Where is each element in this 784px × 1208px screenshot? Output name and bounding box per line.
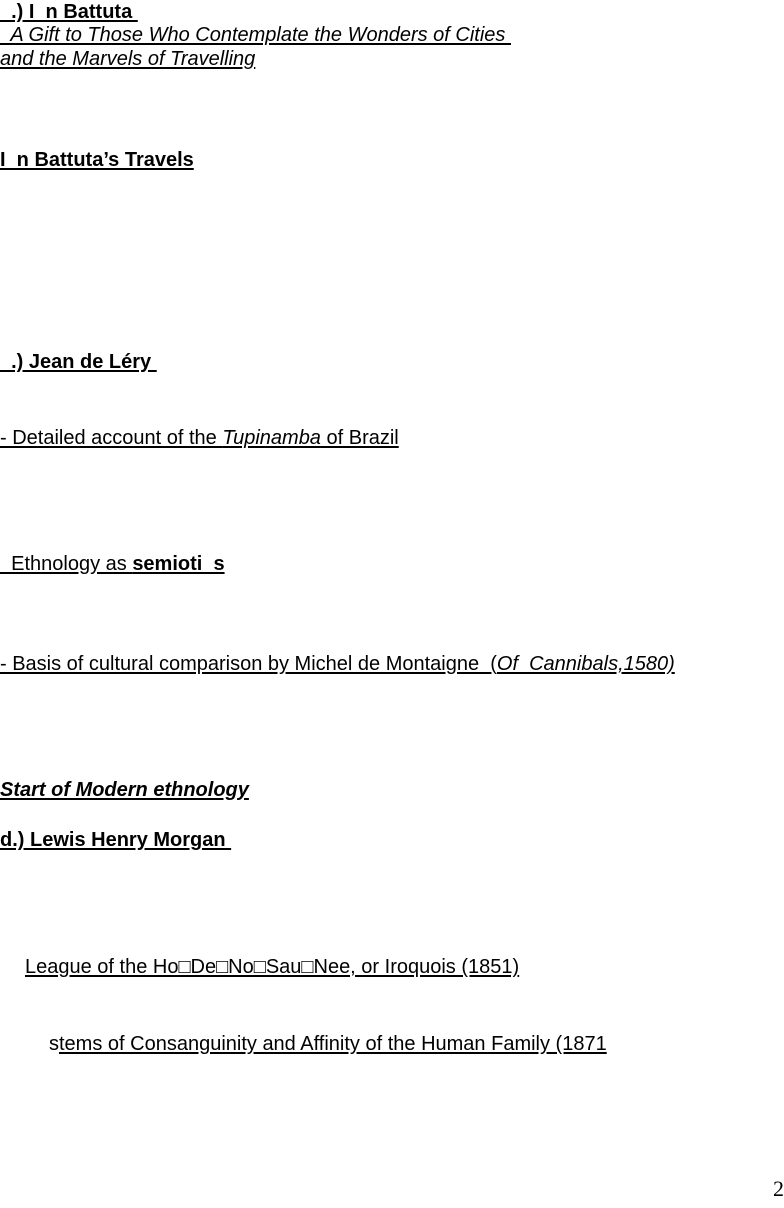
- lery-point: [0, 426, 399, 450]
- battuta-work-title-line-1: A Gift to Those Who Contemplate the Wonders of Cities: [0, 24, 511, 46]
- montaigne-prefix: - Basis of cultural comparison by Michel de Montaigne (: [0, 653, 497, 675]
- league-line: League of the Ho□De□No□Sau□Nee, or Iroquois (1851): [25, 956, 520, 978]
- page-number: 2: [773, 1176, 784, 1201]
- systems-line: [49, 1032, 607, 1056]
- semiotics-prefix: Ethnology as: [0, 553, 133, 575]
- lery-heading: .) Jean de Léry: [0, 351, 157, 373]
- systems-prefix: s: [49, 1033, 59, 1055]
- montaigne-italic: Of Cannibals,1580): [496, 653, 675, 675]
- lery-point-prefix: - Detailed account of the: [0, 427, 223, 449]
- semiotics-bold: semioti s: [132, 553, 225, 575]
- modern-ethnology-heading: Start of Modern ethnology: [0, 779, 249, 801]
- battuta-heading: .) I n Battuta: [0, 1, 138, 23]
- lery-point-italic: Tupinamba: [222, 427, 321, 449]
- montaigne-line: [0, 652, 675, 676]
- lery-point-suffix: of Brazil: [320, 427, 399, 449]
- semiotics-line: [0, 552, 225, 576]
- morgan-heading: d.) Lewis Henry Morgan: [0, 829, 232, 851]
- battuta-travels-heading: I n Battuta’s Travels: [0, 149, 194, 171]
- systems-title: tems of Consanguinity and Affinity of the Human Family (1871: [59, 1033, 607, 1055]
- battuta-work-title-line-2: and the Marvels of Travelling: [0, 48, 256, 70]
